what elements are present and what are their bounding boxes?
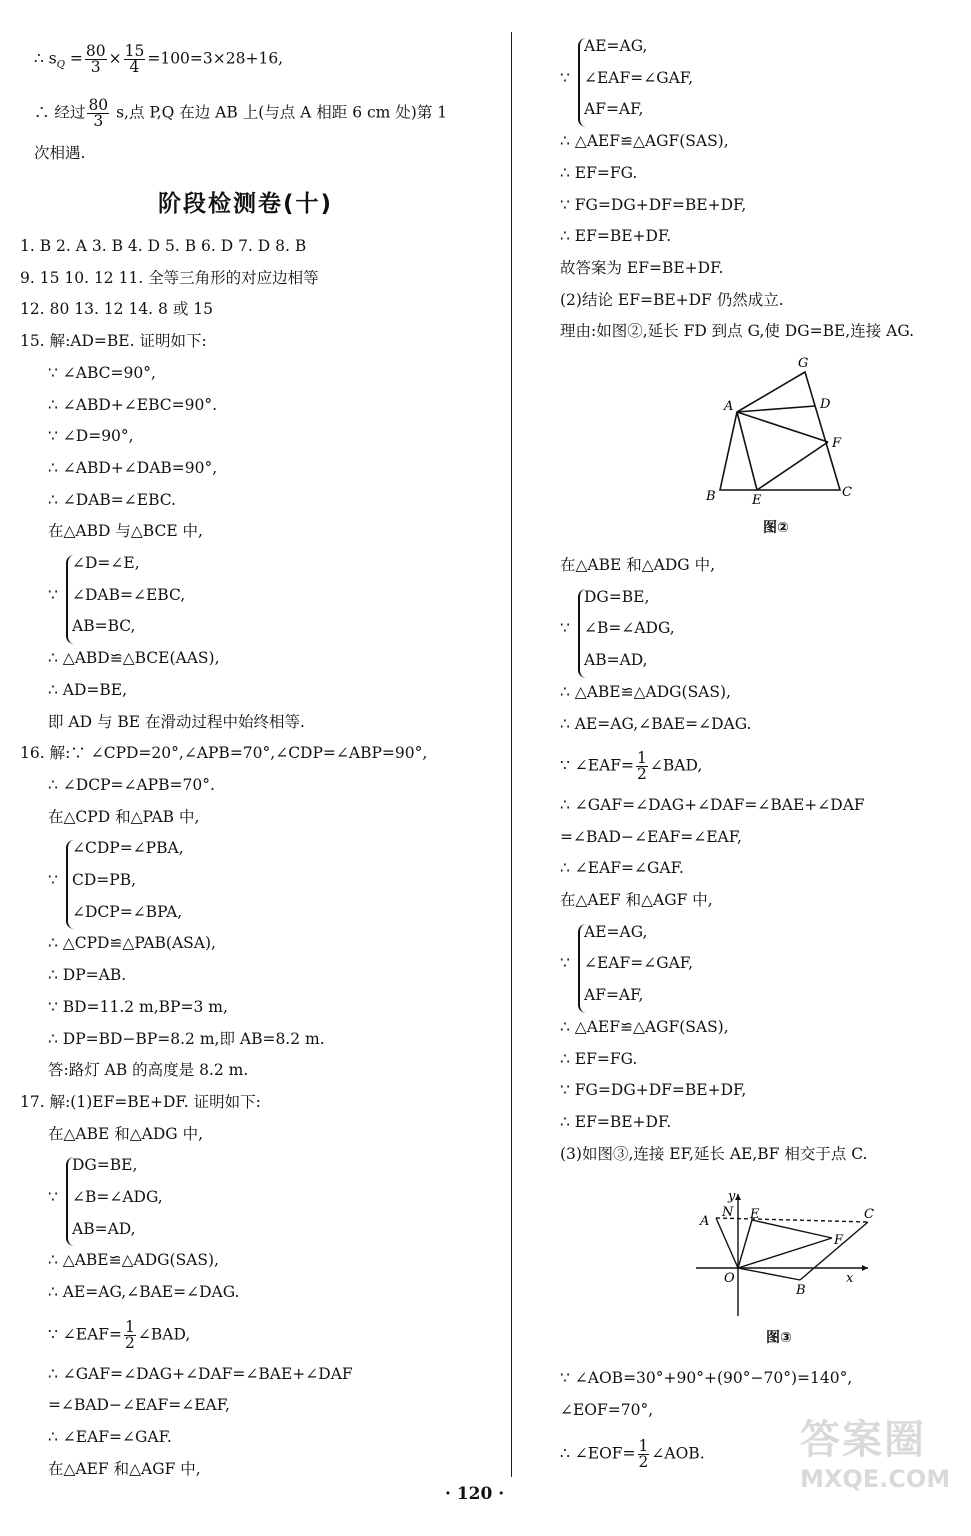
text-line: 12. 80 13. 12 14. 8 或 15 xyxy=(20,300,213,319)
text-line: ∴ ∠ABD+∠EBC=90°. xyxy=(48,395,218,414)
text-line: ∴ AE=AG,∠BAE=∠DAG. xyxy=(48,1283,240,1302)
label-E: E xyxy=(752,493,762,508)
text-line: 在△AEF 和△AGF 中, xyxy=(48,1459,201,1478)
text-line: AB=AD, xyxy=(72,1219,136,1238)
figure-3-diagram xyxy=(692,1188,882,1318)
text-line: 9. 15 10. 12 11. 全等三角形的对应边相等 xyxy=(20,268,319,287)
text-line: ∴ ∠EAF=∠GAF. xyxy=(48,1427,172,1446)
because-symbol: ∵ xyxy=(48,871,58,889)
column-divider xyxy=(511,32,512,1477)
text-line: ∵ ∠D=90°, xyxy=(48,427,134,446)
text-line: ∴ DP=AB. xyxy=(48,966,127,985)
text-line: ∵ FG=DG+DF=BE+DF, xyxy=(560,195,747,214)
text-line: CD=PB, xyxy=(72,871,137,889)
label-O: O xyxy=(724,1271,735,1286)
text-line: ∴ AD=BE, xyxy=(48,680,128,699)
text-line: ∴ △AEF≌△AGF(SAS), xyxy=(560,1017,729,1036)
label-A: A xyxy=(724,399,734,414)
text-line: ∴ DP=BD−BP=8.2 m,即 AB=8.2 m. xyxy=(48,1029,325,1048)
text-line: ∠DCP=∠BPA, xyxy=(72,902,183,921)
text-line: DG=BE, xyxy=(72,1156,138,1175)
text-line: AF=AF, xyxy=(584,986,644,1005)
text-line: ∴ EF=FG. xyxy=(560,163,638,182)
text-line: ∴ ∠GAF=∠DAG+∠DAF=∠BAE+∠DAF xyxy=(48,1364,353,1383)
text-line: ∠DAB=∠EBC, xyxy=(72,585,186,604)
label-y: y xyxy=(728,1189,736,1204)
label-E: E xyxy=(750,1207,760,1222)
text-line: ∴ △ABE≌△ADG(SAS), xyxy=(48,1251,219,1270)
text-line: 15. 解:AD=BE. 证明如下: xyxy=(20,332,207,351)
because-symbol: ∵ xyxy=(560,68,570,87)
label-D: D xyxy=(820,397,831,412)
text-line: 1. B 2. A 3. B 4. D 5. B 6. D 7. D 8. B xyxy=(20,237,307,255)
because-symbol: ∵ xyxy=(48,585,58,604)
text-line: ∴ △ABE≌△ADG(SAS), xyxy=(560,682,731,701)
label-F: F xyxy=(832,436,842,451)
because-symbol: ∵ xyxy=(48,1188,58,1206)
text-line: ∴ EF=FG. xyxy=(560,1049,638,1068)
text-line: ∴ ∠DAB=∠EBC. xyxy=(48,490,176,509)
text-line: AB=AD, xyxy=(584,651,648,670)
text-line: 在△AEF 和△AGF 中, xyxy=(560,891,713,909)
text-line: AE=AG, xyxy=(584,922,648,941)
text-line: 答:路灯 AB 的高度是 8.2 m. xyxy=(48,1061,249,1080)
text-line: DG=BE, xyxy=(584,587,650,606)
text-line: ∴ △AEF≌△AGF(SAS), xyxy=(560,132,729,151)
text-line: =∠BAD−∠EAF=∠EAF, xyxy=(560,827,742,846)
label-C: C xyxy=(864,1207,874,1222)
text-line: (2)结论 EF=BE+DF 仍然成立. xyxy=(560,290,784,309)
text-line: ∠EAF=∠GAF, xyxy=(584,68,694,87)
text-line: ∴ EF=BE+DF. xyxy=(560,1112,672,1131)
label-G: G xyxy=(798,356,809,371)
text-line: ∵ BD=11.2 m,BP=3 m, xyxy=(48,997,228,1016)
fraction-line: ∴ ∠EOF= $\frac{1}{2}$ ∠AOB. xyxy=(560,1437,705,1472)
text-line: =∠BAD−∠EAF=∠EAF, xyxy=(48,1396,230,1415)
text-line: ∠D=∠E, xyxy=(72,554,140,572)
text-line: ∴ ∠EAF=∠GAF. xyxy=(560,859,684,878)
figure-3-caption: 图③ xyxy=(766,1330,792,1346)
because-symbol: ∵ xyxy=(560,619,570,638)
text-line: 在△ABD 与△BCE 中, xyxy=(48,522,203,541)
text-line: 17. 解:(1)EF=BE+DF. 证明如下: xyxy=(20,1092,261,1111)
text-line: ∠EAF=∠GAF, xyxy=(584,954,694,973)
text-line: 在△CPD 和△PAB 中, xyxy=(48,807,200,826)
text-line: ∴ ∠ABD+∠DAB=90°, xyxy=(48,458,218,477)
text-line: ∴ 经过 $\frac{80}{3}$ s,点 P,Q 在边 AB 上(与点 A 相距 6 cm 处)第 1 xyxy=(34,96,448,130)
text-line: AF=AF, xyxy=(584,100,644,119)
page-number: · 120 · xyxy=(445,1484,505,1504)
text-line: 在△ABE 和△ADG 中, xyxy=(560,556,716,574)
label-N: N xyxy=(722,1205,734,1220)
watermark-logo: 答案圈 MXQE.COM xyxy=(800,1417,951,1493)
text-line: ∴ AE=AG,∠BAE=∠DAG. xyxy=(560,714,752,733)
text-line: 理由:如图②,延长 FD 到点 G,使 DG=BE,连接 AG. xyxy=(560,322,915,341)
label-A: A xyxy=(700,1214,710,1229)
fraction-line: ∵ ∠EAF= $\frac{1}{2}$ ∠BAD, xyxy=(560,749,703,784)
label-x: x xyxy=(846,1271,854,1286)
text-line: 16. 解:∵ ∠CPD=20°,∠APB=70°,∠CDP=∠ABP=90°, xyxy=(20,744,428,763)
text-line: 即 AD 与 BE 在滑动过程中始终相等. xyxy=(48,712,305,731)
label-C: C xyxy=(842,485,852,500)
text-line: ∵ ∠ABC=90°, xyxy=(48,363,156,382)
text-line: (3)如图③,连接 EF,延长 AE,BF 相交于点 C. xyxy=(560,1144,868,1163)
text-line: ∠CDP=∠PBA, xyxy=(72,839,184,858)
fraction-line: ∵ ∠EAF= $\frac{1}{2}$ ∠BAD, xyxy=(48,1317,191,1352)
label-B: B xyxy=(796,1283,806,1298)
text-line: 次相遇. xyxy=(34,144,86,162)
label-B: B xyxy=(706,489,716,504)
text-line: 故答案为 EF=BE+DF. xyxy=(560,258,724,277)
because-symbol: ∵ xyxy=(560,954,570,973)
text-line: ∠B=∠ADG, xyxy=(584,619,675,638)
figure-2-caption: 图② xyxy=(763,520,789,536)
text-line: ∠B=∠ADG, xyxy=(72,1188,163,1206)
text-line: ∵ FG=DG+DF=BE+DF, xyxy=(560,1081,747,1100)
text-line: AB=BC, xyxy=(72,617,136,636)
text-line: AE=AG, xyxy=(584,37,648,55)
label-F: F xyxy=(834,1233,844,1248)
text-line: ∵ ∠AOB=30°+90°+(90°−70°)=140°, xyxy=(560,1369,853,1387)
text-line: ∴ △ABD≌△BCE(AAS), xyxy=(48,649,220,668)
text-line: ∴ △CPD≌△PAB(ASA), xyxy=(48,934,216,953)
figure-2-diagram xyxy=(700,352,860,512)
text-line: ∴ EF=BE+DF. xyxy=(560,227,672,246)
text-line: ∴ ∠DCP=∠APB=70°. xyxy=(48,775,215,794)
equation-line: ∴ $s_Q$ = $\frac{80}{3}$ × $\frac{15}{4}$ =100=3×28+16, xyxy=(34,42,284,76)
text-line: ∴ ∠GAF=∠DAG+∠DAF=∠BAE+∠DAF xyxy=(560,795,865,814)
text-line: ∠EOF=70°, xyxy=(560,1400,654,1419)
section-title: 阶段检测卷(十) xyxy=(158,191,334,217)
text-line: 在△ABE 和△ADG 中, xyxy=(48,1124,204,1143)
